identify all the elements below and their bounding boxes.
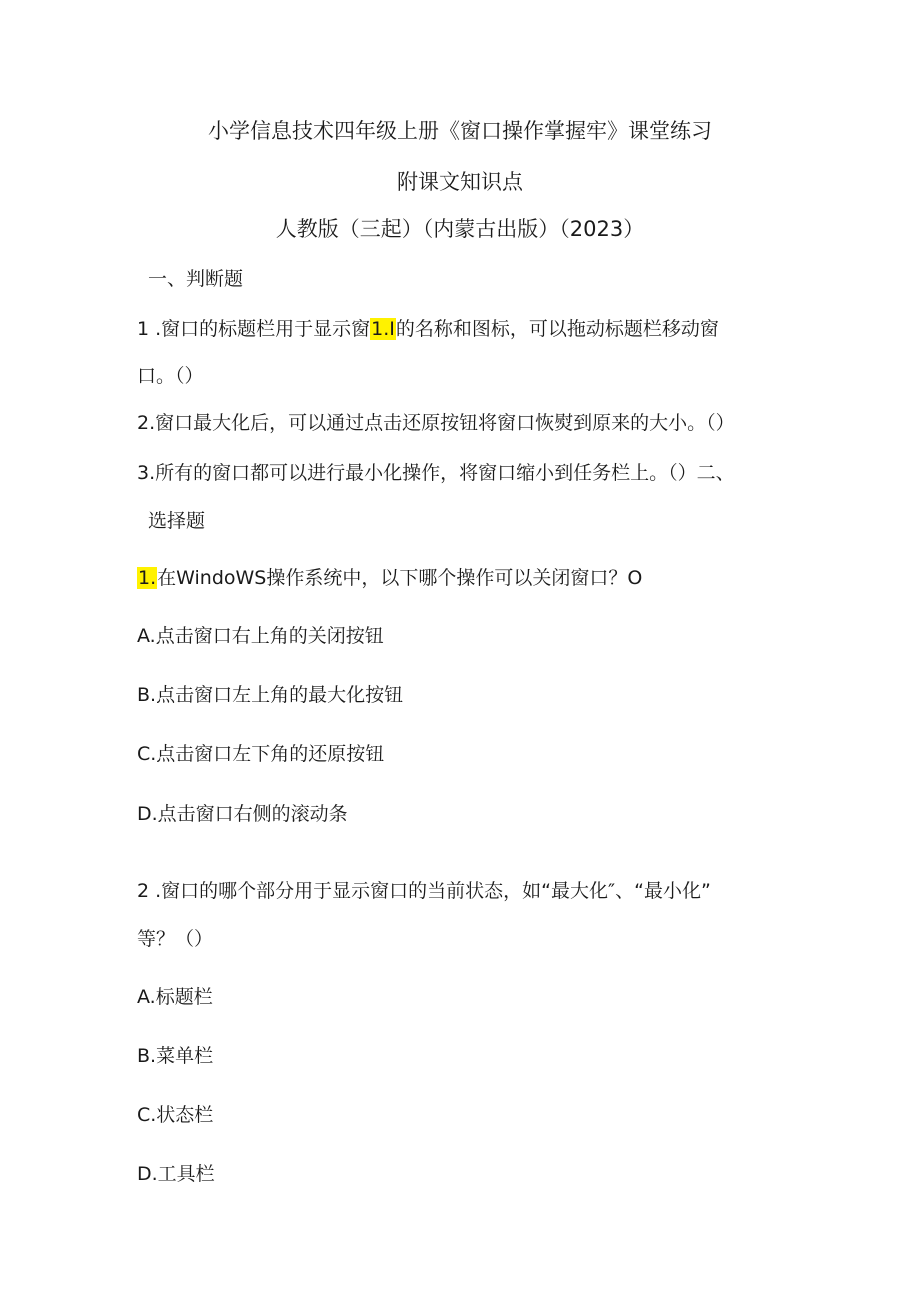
highlight-mark: 1.I [371, 318, 395, 340]
doc-title: 小学信息技术四年级上册《窗口操作掌握牢》课堂练习 [208, 119, 712, 143]
choice-q1-option-b: B.点击窗口左上角的最大化按钮 [137, 684, 404, 706]
choice-q1-option-d: D.点击窗口右侧的滚动条 [137, 803, 348, 825]
choice-q1-text: 在WindoWS操作系统中，以下哪个操作可以关闭窗口？O [157, 567, 643, 589]
judgment-question-1 [137, 316, 719, 342]
doc-edition: 人教版（三起）（内蒙古出版）（2023） [275, 217, 645, 241]
choice-q2-option-c: C.状态栏 [137, 1104, 214, 1126]
highlight-mark: 1. [138, 567, 157, 589]
choice-question-2: 2 .窗口的哪个部分用于显示窗口的当前状态，如“最大化″、“最小化” [137, 880, 711, 902]
judgment-question-3: 3.所有的窗口都可以进行最小化操作，将窗口缩小到任务栏上。（）二、 [137, 462, 735, 484]
choice-q1-option-a: A.点击窗口右上角的关闭按钮 [137, 625, 384, 647]
choice-question-2-cont: 等？（） [137, 928, 214, 950]
choice-q1-option-c: C.点击窗口左下角的还原按钮 [137, 743, 385, 765]
section-heading-choice: 选择题 [148, 510, 206, 532]
choice-q2-option-d: D.工具栏 [137, 1163, 215, 1185]
judgment-q1-prefix: 1 .窗口的标题栏用于显示窗 [137, 318, 371, 340]
section-heading-judgment: 一、判断题 [148, 268, 244, 290]
judgment-question-2: 2.窗口最大化后，可以通过点击还原按钮将窗口恢熨到原来的大小。（） [137, 412, 735, 434]
choice-question-1 [137, 565, 642, 591]
judgment-question-1-cont: 口。（） [137, 365, 204, 387]
doc-subtitle: 附课文知识点 [397, 170, 523, 194]
judgment-q1-suffix: 的名称和图标，可以拖动标题栏移动窗 [395, 318, 719, 340]
choice-q2-option-b: B.菜单栏 [137, 1045, 214, 1067]
choice-q2-option-a: A.标题栏 [137, 986, 213, 1008]
